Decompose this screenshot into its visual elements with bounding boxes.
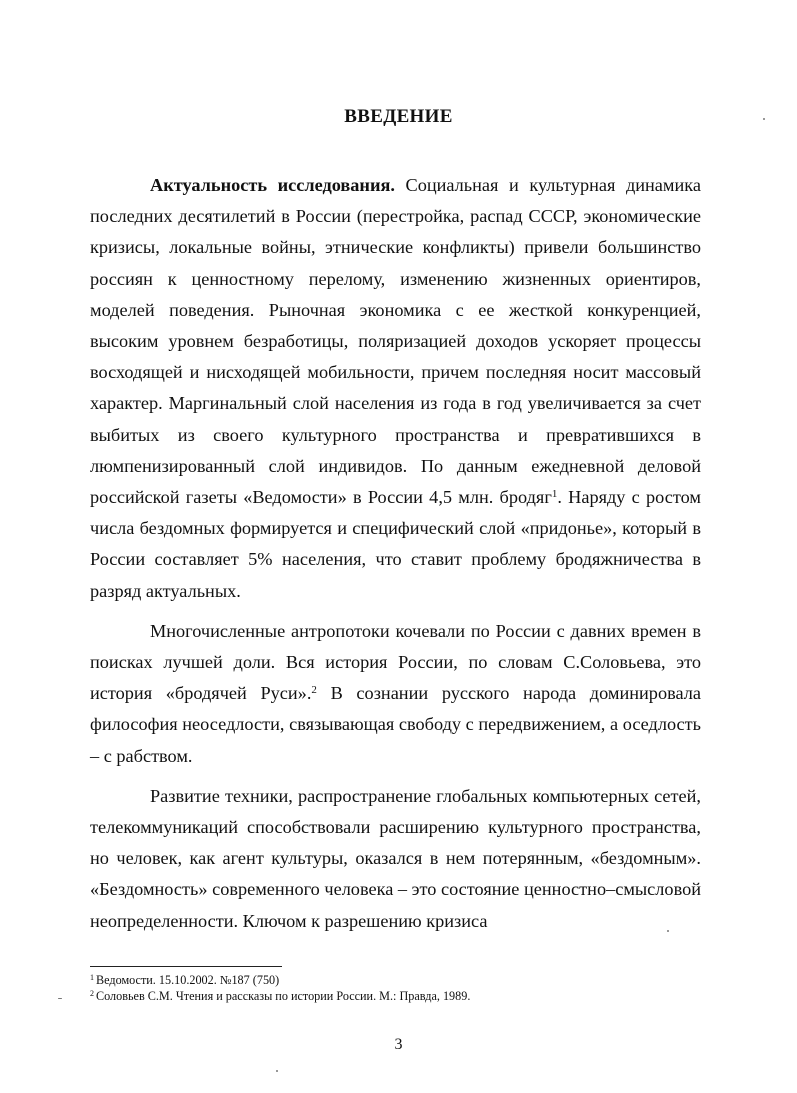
paragraph-text: Социальная и культурная динамика последних десятилетий в России (перестройка, распад СССР, экономические кризисы, локальные войны, этнические конфликты) привели большинство россиян к ценностному перелому, изменению жизненных ориентиров, моделей поведения. Рыночная экономика с ее жесткой конкуренцией, высоким уровнем безработицы, поляризацией доходов ускоряет процессы восходящей и нисходящей мобильности, причем последняя носит массовый характер. Маргинальный слой населения из года в год увеличивается за счет выбитых из своего культурного пространства и превратившихся в люмпенизированный слой индивидов. По данным ежедневной деловой российской газеты «Ведомости» в России 4,5 млн. бродяг bbox=[90, 175, 701, 508]
footnote-text: Соловьев С.М. Чтения и рассказы по истории России. М.: Правда, 1989. bbox=[96, 989, 471, 1003]
footnote-ref[interactable]: 2 bbox=[311, 684, 317, 697]
paragraph-lead: Актуальность исследования. bbox=[150, 175, 395, 195]
page-number: 3 bbox=[394, 1036, 403, 1053]
page-title: ВВЕДЕНИЕ bbox=[344, 106, 453, 127]
paragraph-history bbox=[90, 616, 701, 772]
scan-speck bbox=[667, 930, 669, 932]
footnote-ref[interactable]: 1 bbox=[551, 488, 558, 501]
paragraph-technology: Развитие техники, распространение глобальных компьютерных сетей, телекоммуникаций способствовали расширению культурного пространства, но человек, как агент культуры, оказался в нем потерянным, «бездомным». «Бездомность» современного человека – это состояние ценностно–смысловой неопределенности. Ключом к разрешению кризиса bbox=[90, 785, 701, 931]
scan-speck bbox=[763, 118, 765, 120]
footnote bbox=[90, 972, 701, 988]
paragraph-text: Многочисленные антропотоки кочевали по России с давних времен в поисках лучшей доли. Вся история России, по словам С.Соловьева, это история «бродячей Руси». bbox=[90, 620, 701, 704]
footnote-divider bbox=[90, 966, 282, 967]
footnotes bbox=[90, 972, 701, 1004]
paragraph-relevance bbox=[90, 170, 701, 607]
paragraph-text: В сознании русского народа доминировала философия неоседлости, связывающая свободу с передвижением, а оседлость – с рабством. bbox=[90, 683, 701, 766]
paragraph-text: . Наряду с ростом числа бездомных формируется и специфический слой «придонье», который в России составляет 5% населения, что ставит проблему бродяжничества в разряд актуальных. bbox=[90, 487, 702, 601]
footnote-text: Ведомости. 15.10.2002. №187 (750) bbox=[96, 973, 280, 987]
scan-speck bbox=[58, 998, 62, 999]
body-text bbox=[90, 170, 701, 937]
footnote-number: 1 bbox=[90, 973, 94, 982]
footnote bbox=[90, 988, 701, 1004]
scan-speck bbox=[276, 1070, 278, 1072]
footnote-number: 2 bbox=[90, 989, 94, 998]
